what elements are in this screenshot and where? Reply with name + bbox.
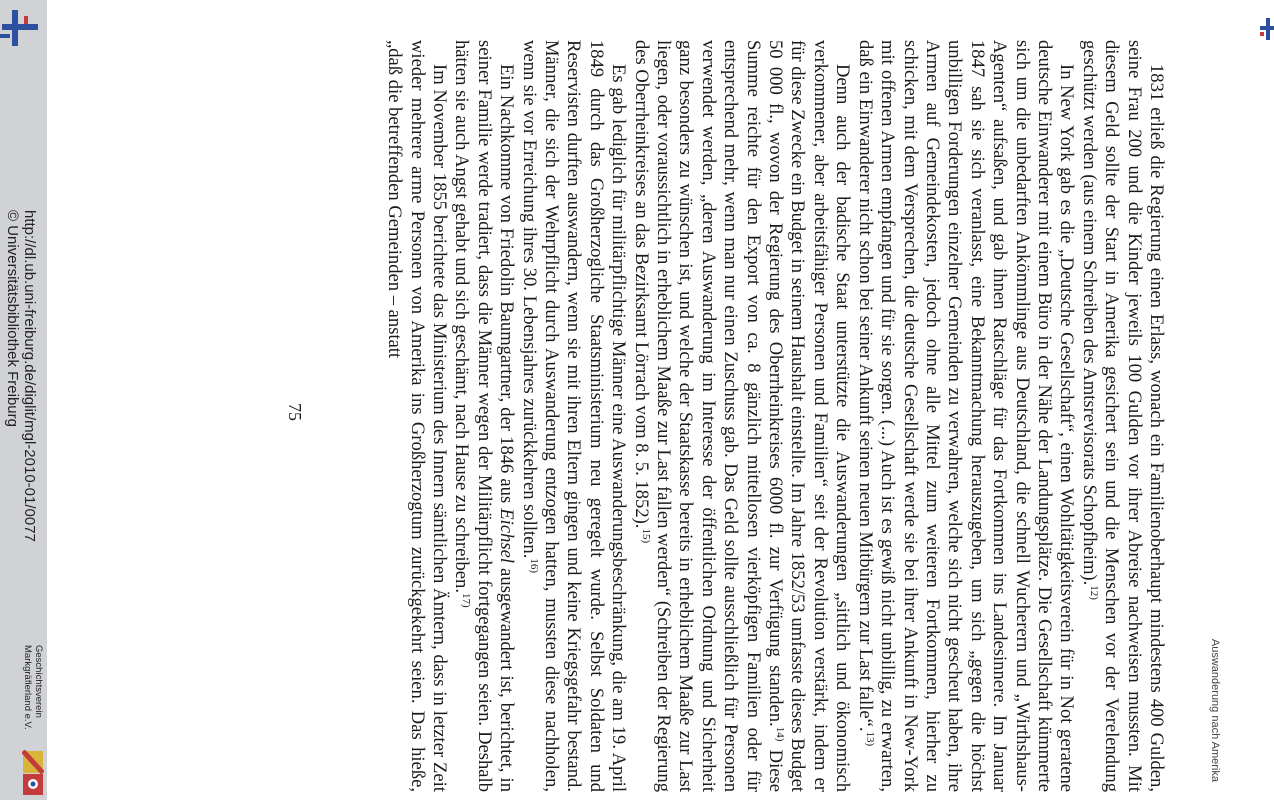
- paragraph: [853, 40, 1077, 792]
- paragraph: [450, 40, 517, 792]
- paragraph-text: In New York gab es die „Deutsche Gesellschaft“, einen Wohltätigkeitsverein für in Not geratene deutsche Einwanderer mit einem Büro in der Nähe der Landungsplätze. Die Gesellschaft kümmerte sich um die unbedarften Ankömmlinge aus Deutschland, die schnell Wucherern und „Wirthshaus-Agenten“ aufsaßen, und gab ihnen Ratschläge für das Fortkommen ins Landesinnere. Im Januar 1847 sah sie sich veranlasst, eine Bekanntmachung herauszugeben, um sich „gegen die höchst unbilligen Forderungen einzelner Gemeinden zu verwahren, welche sich nicht gescheut haben, ihre Armen auf Gemeindekosten, jedoch ohne alle Mittel zum weiteren Fortkommen, hierher zu schicken, mit dem Versprechen, die deutsche Gesellschaft werde sie bei ihrer Ankunft in New-York mit offenen Armen empfangen und für sie sorgen. (...) Auch ist es gewiß nicht unbillig, zu erwarten, daß ein Einwanderer nicht schon bei seiner Ankunft seinen neuen Mitbürgern zur Last falle“.: [854, 40, 1078, 792]
- paragraph-text: Ein Nachkomme von Friedolin Baumgartner, der 1846 aus Eichsel ausgewandert ist, berichtet, in seiner Familie werde tradiert, dass die Männer wegen der Militärpflicht fortgegangen seien. Deshalb hätten sie auch Angst gehabt und sich geschämt, nach Hause zu schreiben.: [451, 40, 518, 793]
- paragraph: [1077, 40, 1167, 792]
- paragraph: [383, 40, 450, 792]
- scan-margin-strip: [0, 0, 47, 800]
- society-crest-icon: [22, 750, 44, 796]
- paragraph: [517, 40, 629, 792]
- footnote-ref: 16): [527, 558, 540, 574]
- rotated-page: [185, 32, 1225, 792]
- place-name: Eichsel: [496, 508, 518, 564]
- footnote-ref: 15): [639, 528, 652, 544]
- paragraph-text: Im November 1855 berichtete das Ministerium des Innern sämtlichen Ämtern, dass in letzter Zeit wieder mehrere arme Personen von Amerika ins Großherzogtum zurückgekehrt seien. Das hieße, „daß die betreffenden Gemeinden – anstatt: [384, 40, 450, 792]
- right-edge-logo-icon: [1260, 18, 1274, 40]
- page-number: 75: [285, 403, 305, 421]
- publisher-name: Geschichtsverein: [33, 645, 44, 718]
- library-logo-icon: [0, 8, 40, 48]
- publisher-name-line2: Markgräflerland e.V.: [22, 645, 33, 730]
- paragraph-text: Es gab lediglich für militärpflichtige Männer eine Auswanderungsbeschränkung, die am 19. April 1849 durch das Großherzogliche Staatsministerium neu geregelt wurde. Selbst Soldaten und Reservisten durften auswandern, wenn sie mit ihren Eltern gingen und keine Kriegsgefahr bestand. Männer, die sich der Wehrpflicht durch Auswanderung entzogen hatten, mussten diese nachholen, wenn sie vor Erreichung ihres 30. Lebensjahres zurückkehren sollten.: [518, 40, 630, 792]
- footnote-ref: 13): [863, 731, 876, 747]
- paragraph-text: 1831 erließ die Regierung einen Erlass, wonach ein Familienoberhaupt mindestens 400 Gulden, seine Frau 200 und die Kinder jeweils 100 Gulden vor ihrer Abreise nachweisen mussten. Mit diesem Geld sollte der Start in Amerika gesichert sein und die Menschen vor der Verelendung geschützt werden (aus einem Schreiben des Amtsrevisorats Schopfheim).: [1078, 40, 1167, 792]
- paragraph-text: Denn auch der badische Staat unterstützte die Auswanderungen „sittlich und ökonomisch verkommener, aber arbeitsfähiger Personen und Familien“ seit der Revolution verstärkt, indem er für diese Zwecke ein Budget in seinem Haushalt einstellte. Im Jahre 1852/53 umfasste dieses Budget 50 000 fl., wovon der Regierung des Oberrheinkreises 6000 fl. zur Verfügung standen.$^{14)}$ Diese Summe reichte für den Export von ca. 8 gänzlich mittellosen vierköpfigen Familien oder für entsprechend mehr, wenn man nur einen Zuschuss gab. Das Geld sollte ausschließlich für Personen verwendet werden, „deren Auswanderung im Interesse der öffentlichen Ordnung und Sicherheit ganz besonders zu wünschen ist, und welche der Staatskasse bereits in erheblichem Maaße zur Last liegen, oder voraussichtlich in erheblichem Maaße zur Last fallen werden“ (Schreiben der Regierung des Oberrheinkreises an das Bezirksamt Lörrach vom 8. 5. 1852).: [630, 40, 854, 792]
- footnote-ref: 17): [460, 593, 473, 608]
- footnote-ref: 12): [1087, 585, 1100, 600]
- body-text: [383, 40, 1167, 792]
- footnote-ref: 14): [774, 726, 787, 742]
- running-header: Auswanderung nach Amerika: [1209, 638, 1221, 782]
- watermark-url[interactable]: http://dl.ub.uni-freiburg.de/diglit/mgl-2010-01/0077: [21, 210, 38, 542]
- watermark-copyright: © Universitätsbibliothek Freiburg: [4, 210, 21, 427]
- paragraph: [629, 40, 853, 792]
